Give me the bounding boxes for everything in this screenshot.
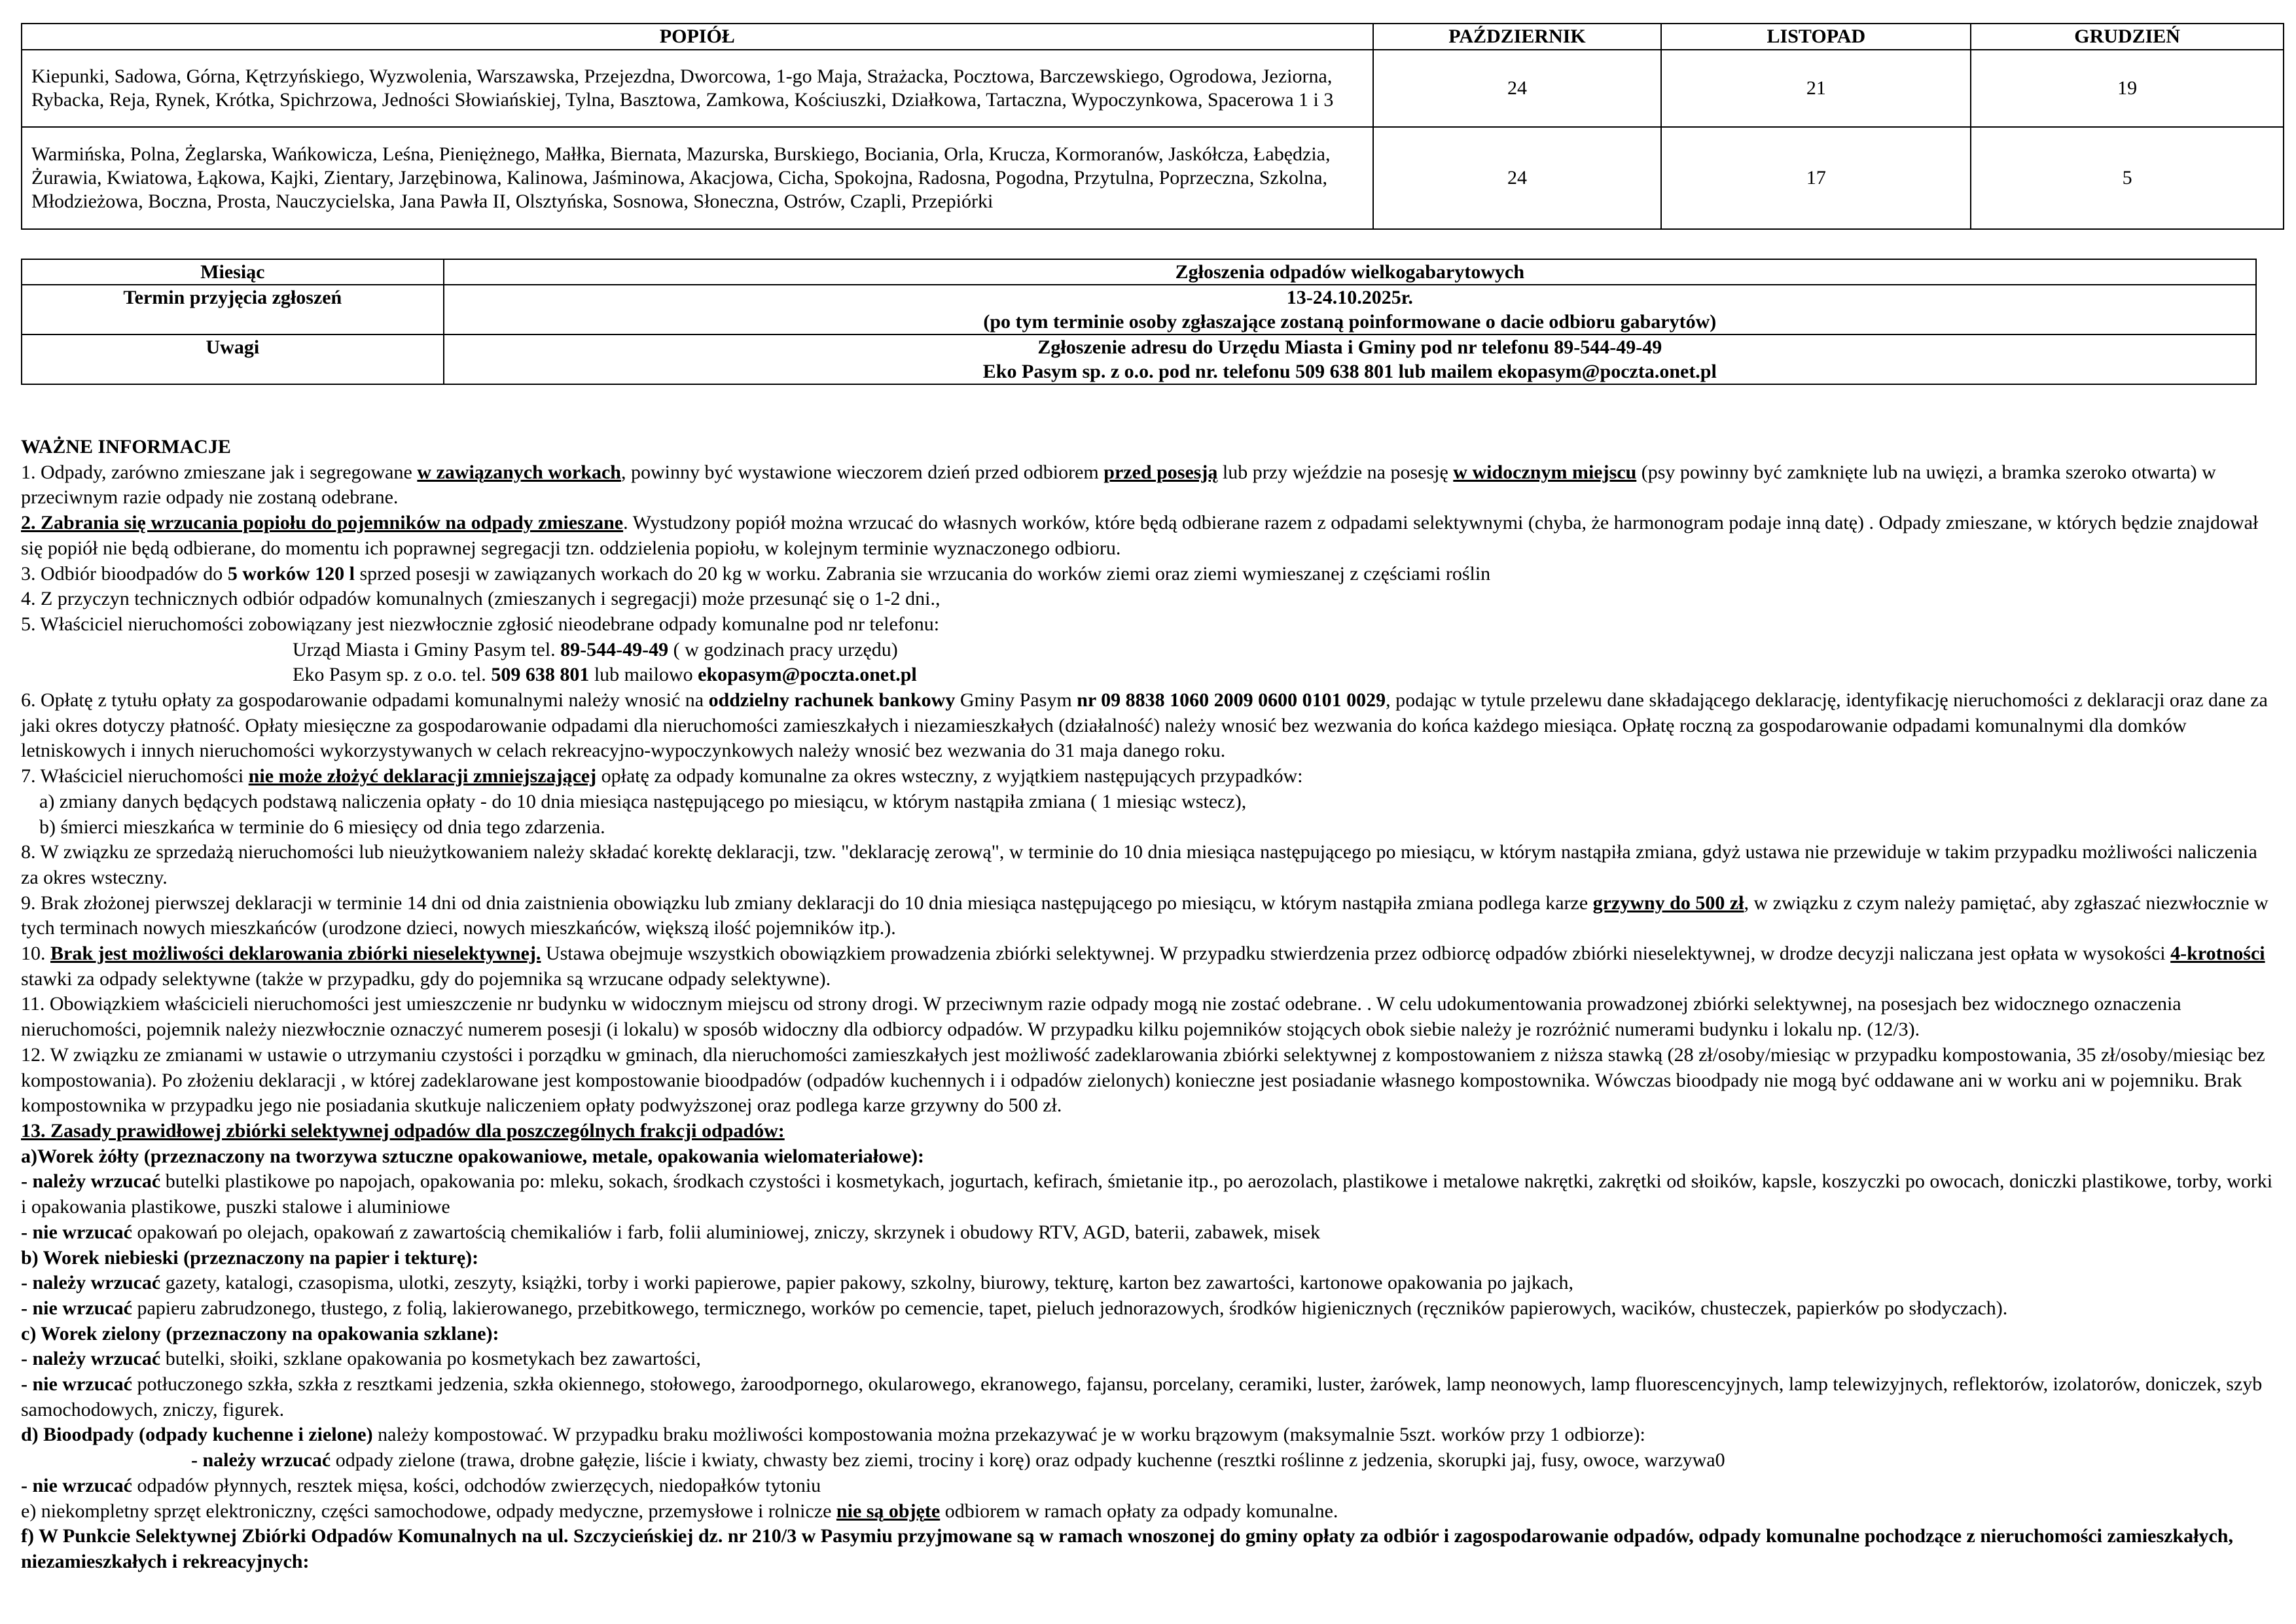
row-label-notes: Uwagi [22, 334, 444, 384]
notes-cell [444, 334, 2256, 384]
header-month: Miesiąc [22, 259, 444, 285]
info-item-1: 1. Odpady, zarówno zmieszane jak i segregowane w zawiązanych workach, powinny być wystawione wieczorem dzień przed odbiorem przed posesją lub przy wjeździe na posesję w widocznym miejscu (psy powinny być zamknięte lub na uwięzi, a bramka szeroko otwarta) w przeciwnym razie odpady nie zostaną odebrane. [21, 461, 2216, 509]
date-november: 21 [1661, 50, 1971, 127]
ash-schedule-table [21, 23, 2284, 230]
header-november: LISTOPAD [1661, 24, 1971, 50]
deadline-note: (po tym terminie osoby zgłaszające zostaną poinformowane o dacie odbioru gabarytów) [983, 311, 1717, 333]
ash-table-header [22, 24, 2284, 50]
pszok-info: f) W Punkcie Selektywnej Zbiórki Odpadów Komunalnych na ul. Szczycieńskiej dz. nr 210/3 w Pasymiu przyjmowane są w ramach wnoszonej do gminy opłaty za odbiór i zagospodarowanie odpadów, odpady komunalne pochodzące z nieruchomości zamieszkałych, niezamieszkałych i rekreacyjnych: [21, 1525, 2233, 1572]
yellow-bag-heading: a)Worek żółty (przeznaczony na tworzywa sztuczne opakowaniowe, metale, opakowania wielomateriałowe): [21, 1145, 925, 1167]
blue-bag-forbidden: - nie wrzucać papieru zabrudzonego, tłustego, z folią, lakierowanego, przebitkowego, termicznego, worków po cemencie, tapet, pieluch jednorazowych, środków higienicznych (ręczników papierowych, wacików, chusteczek, papierków po słodyczach). [21, 1297, 2008, 1319]
streets-cell: Warmińska, Polna, Żeglarska, Wańkowicza, Leśna, Pieniężnego, Małłka, Biernata, Mazurska, Burskiego, Bociania, Orla, Krucza, Kormoranów, Jaskółcza, Łabędzia, Żurawia, Kwiatowa, Łąkowa, Kajki, Zientary, Jarzębinowa, Kalinowa, Jaśminowa, Akacjowa, Cicha, Spokojna, Radosna, Pogodna, Przytulna, Poprzeczna, Szkolna, Młodzieżowa, Boczna, Prosta, Nauczycielska, Jana Pawła II, Olsztyńska, Sosnowa, Słoneczna, Ostrów, Czapli, Przepiórki [22, 127, 1373, 229]
info-item-3: 3. Odbiór bioodpadów do 5 worków 120 l sprzed posesji w zawiązanych workach do 20 kg w worku. Zabrania sie wrzucania do worków ziemi oraz ziemi wymieszanej z częściami roślin [21, 562, 1491, 585]
yellow-bag-allowed: - należy wrzucać butelki plastikowe po napojach, opakowania po: mleku, sokach, środkach czystości i kosmetykach, jogurtach, kefirach, śmietanie itp., po aerozolach, plastikowe i metalowe nakrętki, zakrętki od słoików, kapsle, koszyczki po owocach, doniczki plastikowe, torby, worki i opakowania plastikowe, puszki stalowe i aluminiowe [21, 1170, 2273, 1218]
yellow-bag-forbidden: - nie wrzucać opakowań po olejach, opakowań z zawartością chemikaliów i farb, folii aluminiowej, zniczy, skrzynek i obudowy RTV, AGD, baterii, zabawek, misek [21, 1221, 1321, 1243]
info-item-7a: a) zmiany danych będących podstawą naliczenia opłaty - do 10 dnia miesiąca następującego po miesiącu, w którym nastąpiła zmiana ( 1 miesiąc wstecz), [39, 790, 1247, 812]
table-row [22, 127, 2284, 229]
info-item-13: 13. Zasady prawidłowej zbiórki selektywnej odpadów dla poszczególnych frakcji odpadów: [21, 1119, 785, 1142]
info-item-4: 4. Z przyczyn technicznych odbiór odpadów komunalnych (zmieszanych i segregacji) może przesunąć się o 1-2 dni., [21, 588, 941, 610]
excluded-waste: e) niekompletny sprzęt elektroniczny, części samochodowe, odpady medyczne, przemysłowe i rolnicze nie są objęte odbiorem w ramach opłaty za odpady komunalne. [21, 1500, 1338, 1522]
row-label-deadline: Termin przyjęcia zgłoszeń [22, 285, 444, 334]
bulky-waste-table [21, 259, 2257, 385]
info-item-5: 5. Właściciel nieruchomości zobowiązany jest niezwłocznie zgłosić nieodebrane odpady komunalne pod nr telefonu: [21, 613, 940, 635]
biowaste-heading: d) Bioodpady (odpady kuchenne i zielone) należy kompostować. W przypadku braku możliwości kompostowania można przekazywać je w worku brązowym (maksymalnie 5szt. worków przy 1 odbiorze): [21, 1424, 1645, 1446]
header-december: GRUDZIEŃ [1971, 24, 2284, 50]
date-december: 5 [1971, 127, 2284, 229]
green-bag-allowed: - należy wrzucać butelki, słoiki, szklane opakowania po kosmetykach bez zawartości, [21, 1348, 701, 1370]
info-title: WAŻNE INFORMACJE [21, 436, 231, 458]
contact-office: Urząd Miasta i Gminy Pasym tel. 89-544-49-49 ( w godzinach pracy urzędu) [293, 638, 898, 660]
streets-cell: Kiepunki, Sadowa, Górna, Kętrzyńskiego, Wyzwolenia, Warszawska, Przejezdna, Dworcowa, 1-go Maja, Strażacka, Pocztowa, Barczewskiego, Ogrodowa, Jeziorna, Rybacka, Reja, Rynek, Krótka, Spichrzowa, Jedności Słowiańskiej, Tylna, Basztowa, Zamkowa, Kościuszki, Działkowa, Tartaczna, Wypoczynkowa, Spacerowa 1 i 3 [22, 50, 1373, 127]
header-bulky-reports: Zgłoszenia odpadów wielkogabarytowych [444, 259, 2256, 285]
biowaste-forbidden: - nie wrzucać odpadów płynnych, resztek mięsa, kości, odchodów zwierzęcych, niedopałków tytoniu [21, 1474, 821, 1496]
table-row [22, 50, 2284, 127]
info-item-9: 9. Brak złożonej pierwszej deklaracji w terminie 14 dni od dnia zaistnienia obowiązku lub zmiany deklaracji do 10 dnia miesiąca następującego po miesiącu, w którym nastąpiła zmiana podlega karze grzywny do 500 zł, w związku z czym należy pamiętać, aby zgłaszać niezwłocznie w tych terminach nowych mieszkańców (urodzone dzieci, nowych mieszkańców, większą ilość pojemników itp.). [21, 892, 2269, 939]
contact-eko-pasym: Eko Pasym sp. z o.o. tel. 509 638 801 lub mailowo ekopasym@poczta.onet.pl [293, 664, 917, 686]
info-item-10: 10. Brak jest możliwości deklarowania zbiórki nieselektywnej. Ustawa obejmuje wszystkich obowiązkiem prowadzenia zbiórki selektywnej. W przypadku stwierdzenia przez odbiorcę odpadów zbiórki nieselektywnej, w drodze decyzji naliczana jest opłata w wysokości 4-krotności stawki za odpady selektywne (także w przypadku, gdy do pojemnika są wrzucane odpady selektywne). [21, 943, 2265, 990]
info-item-2: 2. Zabrania się wrzucania popiołu do pojemników na odpady zmieszane. Wystudzony popiół można wrzucać do własnych worków, które będą odbierane razem z odpadami selektywnymi (chyba, że harmonogram podaje inną datę) . Odpady zmieszane, w których będzie znajdował się popiół nie będą odbierane, do momentu ich poprawnej segregacji tzn. oddzielenia popiołu, w kolejnym terminie wyznaczonego odbioru. [21, 512, 2259, 559]
date-october: 24 [1373, 50, 1662, 127]
bulky-table-header [22, 259, 2256, 285]
info-item-7: 7. Właściciel nieruchomości nie może złożyć deklaracji zmniejszającej opłatę za odpady komunalne za okres wsteczny, z wyjątkiem następujących przypadków: [21, 765, 1303, 787]
deadline-dates: 13-24.10.2025r. [1286, 287, 1413, 308]
notes-eko-pasym-contact: Eko Pasym sp. z o.o. pod nr. telefonu 509 638 801 lub mailem ekopasym@poczta.onet.pl [982, 361, 1717, 382]
date-october: 24 [1373, 127, 1662, 229]
biowaste-allowed: - należy wrzucać odpady zielone (trawa, drobne gałęzie, liście i kwiaty, chwasty bez ziemi, trociny i korę) oraz odpady kuchenne (resztki roślinne z jedzenia, skorupki jaj, fusy, owoce, warzywa0 [191, 1449, 1725, 1471]
important-info [21, 435, 2279, 1575]
table-row [22, 334, 2256, 384]
blue-bag-heading: b) Worek niebieski (przeznaczony na papier i tekturę): [21, 1246, 479, 1269]
blue-bag-allowed: - należy wrzucać gazety, katalogi, czasopisma, ulotki, zeszyty, książki, torby i worki papierowe, papier pakowy, szkolny, biurowy, tekturę, karton bez zawartości, kartonowe opakowania po jajkach, [21, 1272, 1574, 1294]
info-item-7b: b) śmierci mieszkańca w terminie do 6 miesięcy od dnia tego zdarzenia. [39, 816, 605, 838]
info-item-11: 11. Obowiązkiem właścicieli nieruchomości jest umieszczenie nr budynku w widocznym miejscu od strony drogi. W przeciwnym razie odpady mogą nie zostać odebrane. . W celu udokumentowania prowadzonej zbiórki selektywnej, na posesjach bez widocznego oznaczenia nieruchomości, pojemnik należy niezwłocznie oznaczyć numerem posesji (i lokalu) w sposób widoczny dla odbiorcy odpadów. W przypadku kilku pojemników stojących obok siebie należy je rozróżnić numerami budynku i lokalu np. (12/3). [21, 993, 2181, 1041]
table-row [22, 285, 2256, 334]
deadline-cell [444, 285, 2256, 334]
notes-office-phone: Zgłoszenie adresu do Urzędu Miasta i Gminy pod nr telefonu 89-544-49-49 [1037, 336, 1662, 358]
info-item-6: 6. Opłatę z tytułu opłaty za gospodarowanie odpadami komunalnymi należy wnosić na oddzielny rachunek bankowy Gminy Pasym nr 09 8838 1060 2009 0600 0101 0029, podając w tytule przelewu dane składającego deklarację, identyfikację nieruchomości z deklaracji oraz dane za jaki okres dotyczy płatność. Opłaty miesięczne za gospodarowanie odpadami dla nieruchomości zamieszkałych i niezamieszkałych (działalność) należy wnosić bez wezwania do końca każdego miesiąca. Opłatę roczną za gospodarowanie odpadami komunalnymi dla domków letniskowych i innych nieruchomości wykorzystywanych w celach rekreacyjno-wypoczynkowych należy wnosić bez wezwania do 31 maja danego roku. [21, 689, 2268, 762]
info-item-8: 8. W związku ze sprzedażą nieruchomości lub nieużytkowaniem należy składać korektę deklaracji, tzw. "deklarację zerową", w terminie do 10 dnia miesiąca następującego po miesiącu, w którym nastąpiła zmiana, gdyż ustawa nie przewiduje w takim przypadku możliwości naliczenia za okres wsteczny. [21, 841, 2257, 888]
info-item-12: 12. W związku ze zmianami w ustawie o utrzymaniu czystości i porządku w gminach, dla nieruchomości zamieszkałych jest możliwość zadeklarowania zbiórki selektywnej z kompostowaniem z niższa stawką (28 zł/osoby/miesiąc w przypadku kompostowania, 35 zł/osoby/miesiąc bez kompostowania). Po złożeniu deklaracji , w której zadeklarowane jest kompostowanie bioodpadów (odpadów kuchennych i i odpadów zielonych) konieczne jest posiadanie własnego kompostownika. Wówczas bioodpady nie mogą być oddawane ani w worku ani w pojemniku. Brak kompostownika w przypadku jego nie posiadania skutkuje naliczeniem opłaty podwyższonej oraz podlega karze grzywny do 500 zł. [21, 1043, 2265, 1117]
header-october: PAŹDZIERNIK [1373, 24, 1662, 50]
green-bag-heading: c) Worek zielony (przeznaczony na opakowania szklane): [21, 1322, 499, 1344]
green-bag-forbidden: - nie wrzucać potłuczonego szkła, szkła z resztkami jedzenia, szkła okiennego, stołowego, żaroodpornego, okularowego, ekranowego, fajansu, porcelany, ceramiki, luster, żarówek, lamp neonowych, lamp fluorescencyjnych, lamp telewizyjnych, reflektorów, izolatorów, doniczek, szyb samochodowych, zniczy, figurek. [21, 1373, 2263, 1420]
date-november: 17 [1661, 127, 1971, 229]
date-december: 19 [1971, 50, 2284, 127]
header-ash: POPIÓŁ [22, 24, 1373, 50]
